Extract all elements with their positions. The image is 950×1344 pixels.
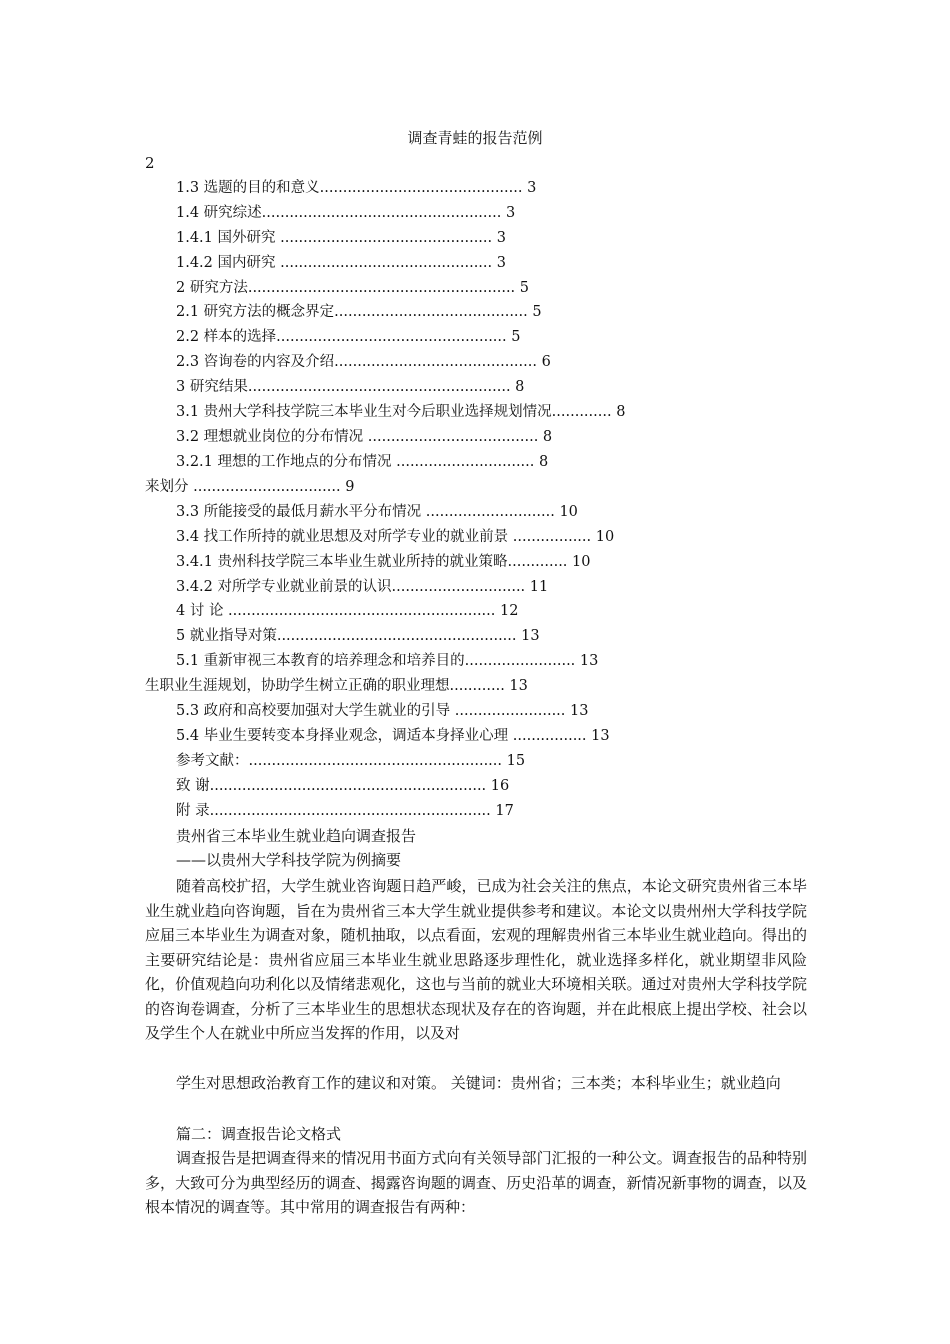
toc-entry: 4 讨 论 .......................................................... 12 [176, 603, 519, 619]
toc-entry: 参考文献：....................................................... 15 [176, 753, 526, 769]
toc-entry: 5.3 政府和高校要加强对大学生就业的引导 ........................ 13 [176, 703, 589, 719]
toc-entry: 3.4.2 对所学专业就业前景的认识............................. 11 [176, 579, 549, 595]
toc-entry: 2.1 研究方法的概念界定.......................................... 5 [176, 304, 542, 320]
toc-entry-wrapped: 生职业生涯规划，协助学生树立正确的职业理想............ 13 [145, 678, 528, 694]
report-definition-paragraph: 调查报告是把调查得来的情况用书面方式向有关领导部门汇报的一种公文。调查报告的品种特别多，大致可分为典型经历的调查、揭露咨询题的调查、历史沿革的调查，新情况新事物的调查，以及根本情况的调查等。其中常用的调查报告有两种： [145, 1149, 807, 1216]
toc-entry: 1.4.1 国外研究 .............................................. 3 [176, 230, 506, 246]
toc-entry: 致 谢............................................................ 16 [176, 778, 510, 794]
toc-entry: 3.3 所能接受的最低月薪水平分布情况 ............................ 10 [176, 504, 578, 520]
toc-entry: 2.3 咨询卷的内容及介绍............................................ 6 [176, 354, 551, 370]
toc-entry: 5 就业指导对策.................................................... 13 [176, 628, 540, 644]
report-title: 贵州省三本毕业生就业趋向调查报告 [176, 827, 417, 845]
toc-entry: 3.2 理想就业岗位的分布情况 ..................................... 8 [176, 429, 553, 445]
toc-entry: 1.4 研究综述.................................................... 3 [176, 205, 516, 221]
toc-fragment-page-number: 2 [145, 154, 155, 172]
toc-entry: 3.1 贵州大学科技学院三本毕业生对今后职业选择规划情况............. 8 [176, 404, 626, 420]
toc-entry: 2 研究方法.......................................................... 5 [176, 280, 529, 296]
toc-entry: 2.2 样本的选择.................................................. 5 [176, 329, 521, 345]
toc-entry: 3 研究结果......................................................... 8 [176, 379, 525, 395]
toc-entry: 3.4.1 贵州科技学院三本毕业生就业所持的就业策略............. 10 [176, 554, 591, 570]
toc-entry: 1.4.2 国内研究 .............................................. 3 [176, 255, 506, 271]
toc-entry: 1.3 选题的目的和意义............................................ 3 [176, 180, 537, 196]
toc-entry-wrapped: 来划分 ................................ 9 [145, 479, 355, 495]
report-subtitle: ——以贵州大学科技学院为例摘要 [176, 851, 402, 869]
toc-entry: 3.4 找工作所持的就业思想及对所学专业的就业前景 ................. 10 [176, 529, 615, 545]
toc-entry: 5.1 重新审视三本教育的培养理念和培养目的........................ 13 [176, 653, 599, 669]
keywords-paragraph: 学生对思想政治教育工作的建议和对策。 关键词：贵州省；三本类；本科毕业生；就业趋向 [176, 1074, 781, 1092]
toc-entry: 5.4 毕业生要转变本身择业观念，调适本身择业心理 ................ 13 [176, 728, 610, 744]
toc-entry: 3.2.1 理想的工作地点的分布情况 .............................. 8 [176, 454, 549, 470]
toc-entry: 附 录............................................................. 17 [176, 803, 514, 819]
abstract-paragraph: 随着高校扩招，大学生就业咨询题日趋严峻，已成为社会关注的焦点，本论文研究贵州省三本毕业生就业趋向咨询题，旨在为贵州省三本大学生就业提供参考和建议。本论文以贵州州大学科技学院应届三本毕业生为调查对象，随机抽取，以点看面，宏观的理解贵州省三本毕业生就业趋向。得出的主要研究结论是：贵州省应届三本毕业生就业思路逐步理性化，就业选择多样化，就业期望非风险化，价值观趋向功利化以及情绪悲观化，这也与当前的就业大环境相关联。通过对贵州大学科技学院的咨询卷调查，分析了三本毕业生的思想状态现状及存在的咨询题，并在此根底上提出学校、社会以及学生个人在就业中所应当发挥的作用，以及对 [145, 877, 807, 1042]
document-title: 调查青蛙的报告范例 [407, 129, 543, 147]
section-heading: 篇二：调查报告论文格式 [176, 1125, 342, 1143]
